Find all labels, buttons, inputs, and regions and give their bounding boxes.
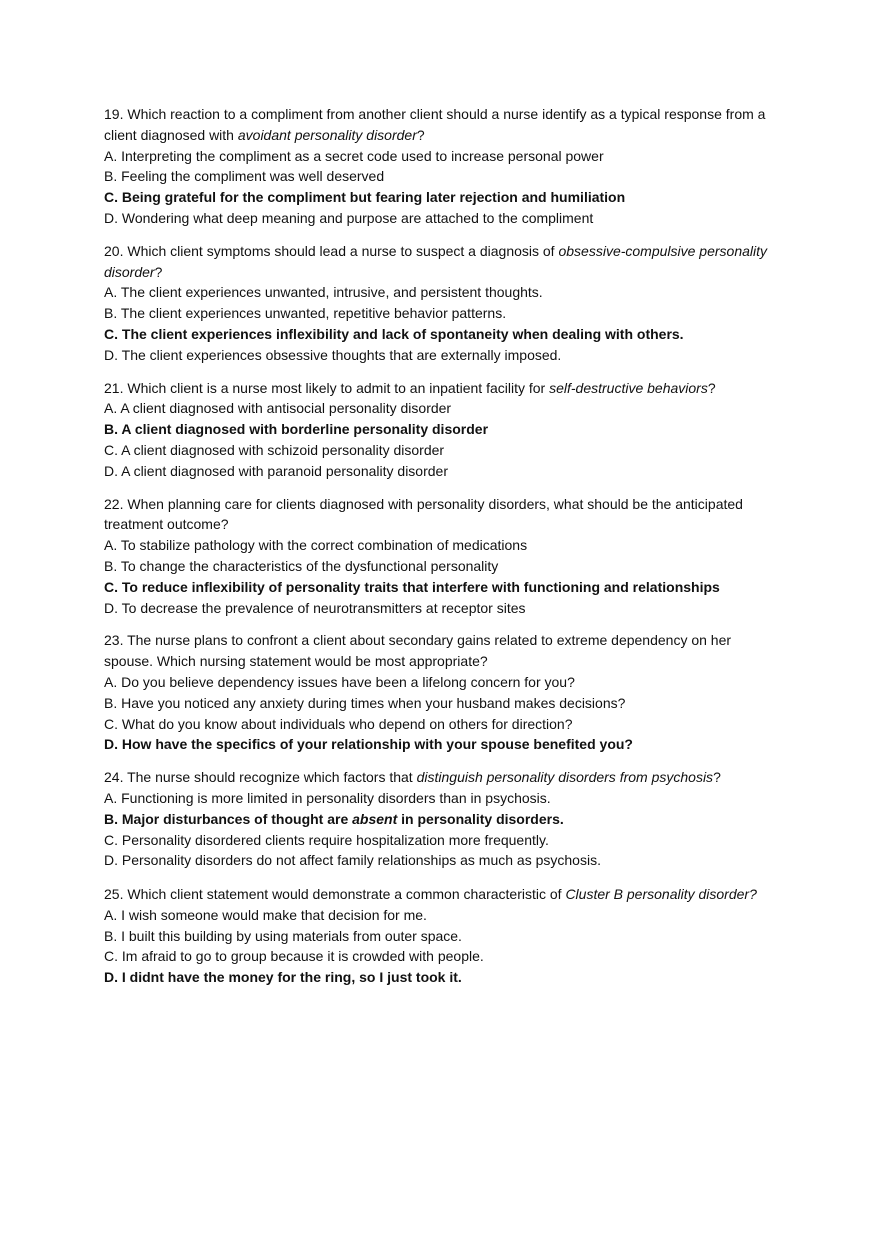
question-stem bbox=[104, 241, 780, 283]
document-page bbox=[104, 104, 780, 1000]
option-b: B. I built this building by using materials from outer space. bbox=[104, 927, 462, 944]
option-b: B. To change the characteristics of the dysfunctional personality bbox=[104, 557, 499, 574]
option-b-correct: B. A client diagnosed with borderline personality disorder bbox=[104, 421, 489, 438]
option-a: A. Do you believe dependency issues have been a lifelong concern for you? bbox=[104, 673, 575, 690]
question-22 bbox=[104, 494, 780, 619]
option-text: B. Major disturbances of thought are bbox=[104, 810, 353, 827]
stem-text: 25. Which client statement would demonstrate a common characteristic of bbox=[104, 886, 566, 903]
option-a: A. Functioning is more limited in personality disorders than in psychosis. bbox=[104, 789, 551, 806]
option-c: C. Im afraid to go to group because it is crowded with people. bbox=[104, 948, 484, 965]
question-24 bbox=[104, 767, 780, 871]
stem-text: 19. Which reaction to a compliment from another client should a nurse identify as a typical response from a client diagnosed with bbox=[104, 106, 766, 143]
option-emphasis: absent bbox=[352, 810, 398, 827]
question-stem bbox=[104, 767, 780, 788]
option-d: D. Personality disorders do not affect family relationships as much as psychosis. bbox=[104, 852, 601, 869]
stem-text: 24. The nurse should recognize which factors that bbox=[104, 769, 417, 786]
option-a: A. I wish someone would make that decision for me. bbox=[104, 906, 427, 923]
question-21 bbox=[104, 378, 780, 482]
option-d-correct: D. How have the specifics of your relationship with your spouse benefited you? bbox=[104, 736, 633, 753]
option-c-correct: C. To reduce inflexibility of personality traits that interfere with functioning and relationships bbox=[104, 578, 720, 595]
question-stem: 23. The nurse plans to confront a client about secondary gains related to extreme dependency on her spouse. Which nursing statement would be most appropriate? bbox=[104, 632, 732, 670]
stem-emphasis: avoidant personality disorder bbox=[237, 126, 417, 143]
stem-text: 20. Which client symptoms should lead a nurse to suspect a diagnosis of bbox=[104, 242, 559, 259]
option-b-correct bbox=[104, 809, 780, 830]
question-stem bbox=[104, 378, 780, 399]
option-a: A. The client experiences unwanted, intrusive, and persistent thoughts. bbox=[104, 284, 543, 301]
option-a: A. To stabilize pathology with the correct combination of medications bbox=[104, 537, 528, 554]
option-text-end: in personality disorders. bbox=[397, 810, 564, 827]
option-b: B. Feeling the compliment was well deserved bbox=[104, 168, 385, 185]
question-stem bbox=[104, 104, 780, 146]
option-a: A. Interpreting the compliment as a secret code used to increase personal power bbox=[104, 147, 604, 164]
option-b: B. Have you noticed any anxiety during times when your husband makes decisions? bbox=[104, 694, 626, 711]
question-19 bbox=[104, 104, 780, 229]
stem-emphasis: obsessive-compulsive personality disorder bbox=[104, 242, 768, 280]
question-25 bbox=[104, 884, 780, 988]
option-d: D. A client diagnosed with paranoid personality disorder bbox=[104, 462, 448, 479]
question-23 bbox=[104, 630, 780, 755]
option-c: C. Personality disordered clients require hospitalization more frequently. bbox=[104, 831, 549, 848]
stem-text-end: ? bbox=[416, 126, 425, 143]
option-d: D. The client experiences obsessive thoughts that are externally imposed. bbox=[104, 346, 562, 363]
stem-emphasis: self-destructive behaviors bbox=[549, 379, 708, 396]
option-d: D. Wondering what deep meaning and purpose are attached to the compliment bbox=[104, 209, 594, 226]
stem-emphasis: distinguish personality disorders from psychosis bbox=[416, 769, 714, 786]
option-a: A. A client diagnosed with antisocial personality disorder bbox=[104, 400, 452, 417]
stem-text-end: ? bbox=[713, 769, 721, 786]
question-stem bbox=[104, 884, 780, 905]
option-c-correct: C. The client experiences inflexibility and lack of spontaneity when dealing with others. bbox=[104, 325, 684, 342]
option-c: C. A client diagnosed with schizoid personality disorder bbox=[104, 441, 445, 458]
stem-emphasis: Cluster B personality disorder? bbox=[565, 886, 757, 903]
stem-text-end: ? bbox=[154, 263, 163, 280]
stem-text-end: ? bbox=[707, 379, 716, 396]
question-20 bbox=[104, 241, 780, 366]
question-stem: 22. When planning care for clients diagnosed with personality disorders, what should be the anticipated treatment outcome? bbox=[104, 495, 743, 533]
option-d: D. To decrease the prevalence of neurotransmitters at receptor sites bbox=[104, 599, 526, 616]
stem-text: 21. Which client is a nurse most likely to admit to an inpatient facility for bbox=[104, 379, 550, 396]
option-c-correct: C. Being grateful for the compliment but fearing later rejection and humiliation bbox=[104, 189, 626, 206]
option-b: B. The client experiences unwanted, repetitive behavior patterns. bbox=[104, 305, 507, 322]
option-c: C. What do you know about individuals who depend on others for direction? bbox=[104, 715, 573, 732]
option-d-correct: D. I didnt have the money for the ring, so I just took it. bbox=[104, 969, 462, 986]
